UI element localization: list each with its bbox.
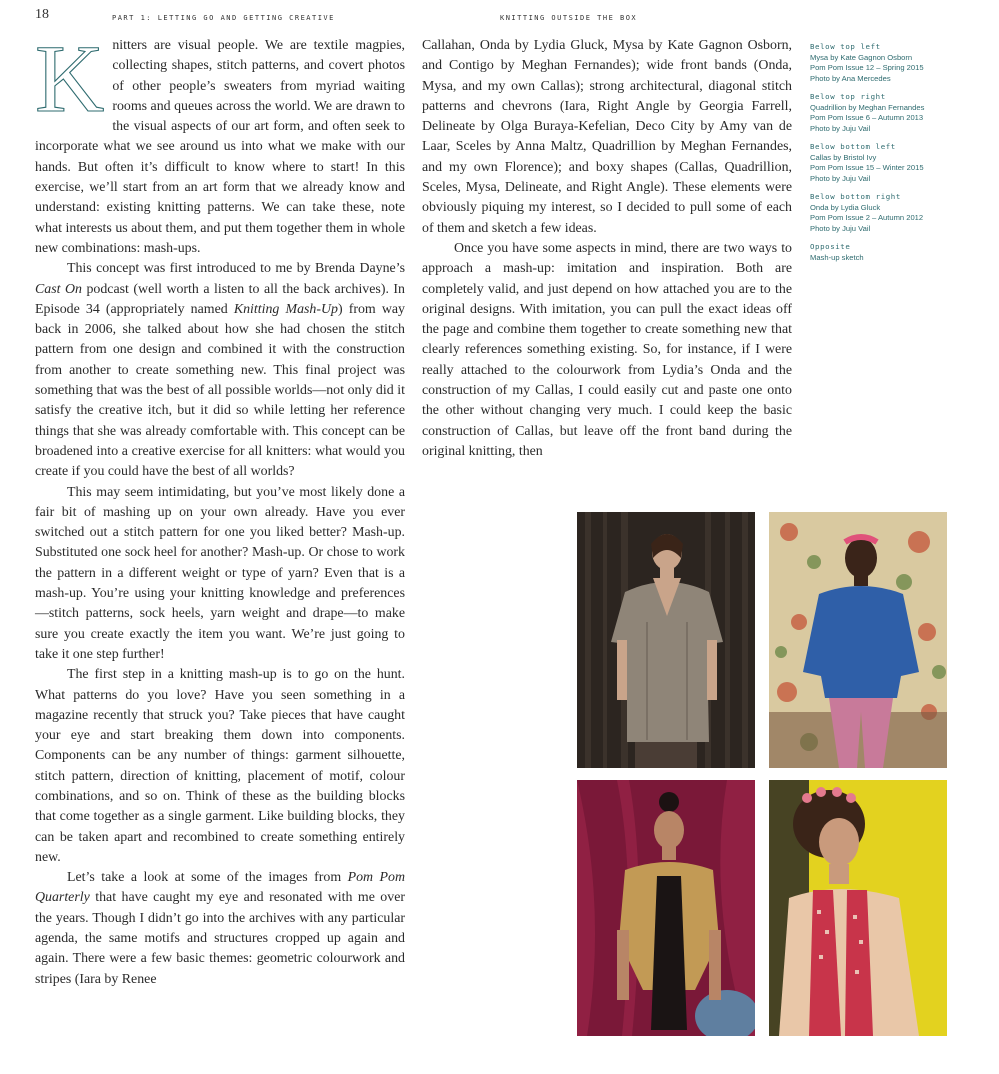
caption-line: Quadrillion by Meghan Fernandes bbox=[810, 102, 925, 112]
caption-line: Photo by Ana Mercedes bbox=[810, 73, 891, 83]
paragraph-6: Callahan, Onda by Lydia Gluck, Mysa by Kate Gagnon Osborn, and Contigo by Meghan Fernandes); wide front bands (Onda, Mysa, and my own Callas); strong architectural, diagonal stitch patterns and chevrons (Iara, Right Angle by Georgia Farrell, Delineate by Olga Buraya-Kefelian, Deco City by Amy van de Laar, Sceles by Anna Maltz, Quadrillion by Meghan Fernandes, and my own Florence); and boxy shapes (Callas, Quadrillion, Sceles, Mysa, Delineate, and Right Angle). These elements were obviously piquing my interest, so I decided to pull some of each of them and sketch a few ideas. bbox=[422, 38, 792, 236]
paragraph-7: Once you have some aspects in mind, there are two ways to approach a mash-up: imitation and inspiration. Both are completely valid, and just depend on how attached you are to the original designs. With imitation, you can pull the exact ideas off the page and combine them together to create something new that clearly references something existing. So, for instance, if I were really attached to the colourwork from Lydia’s Onda and the construction of my Callas, I could easily cut and paste one onto the other without changing very much. I could keep the basic construction of Callas, but leave off the front band during the original knitting, then bbox=[422, 240, 792, 459]
caption-heading: Below bottom left bbox=[810, 142, 896, 151]
paragraph-4: The first step in a knitting mash-up is to go on the hunt. What patterns do you love? Have you seen something in a magazine recently that struck you? Take pieces that have caught your eye and start breaking them down into components. Components can be any number of things: garment silhouette, stitch pattern, direction of knitting, placement of motif, colour combinations, and so on. Think of these as the building blocks that come together as a single garment. Like building blocks, they can be taken apart and recombined to create something entirely new. bbox=[35, 667, 405, 865]
header-section-title: KNITTING OUTSIDE THE BOX bbox=[500, 14, 638, 22]
drop-cap: K bbox=[35, 25, 105, 132]
caption-line: Photo by Juju Vail bbox=[810, 223, 871, 233]
caption-line: Mash-up sketch bbox=[810, 252, 864, 262]
photo-callas-cardigan bbox=[577, 780, 755, 1036]
caption-line: Pom Pom Issue 6 – Autumn 2013 bbox=[810, 113, 924, 122]
caption-bottom-right bbox=[810, 192, 990, 234]
caption-line: Onda by Lydia Gluck bbox=[810, 202, 881, 212]
caption-line: Pom Pom Issue 2 – Autumn 2012 bbox=[810, 213, 924, 222]
caption-line: Mysa by Kate Gagnon Osborn bbox=[810, 52, 913, 62]
photo-quadrillion-sweater bbox=[769, 512, 947, 768]
caption-bottom-left bbox=[810, 142, 990, 184]
text-column-left bbox=[35, 25, 405, 990]
photo-mysa-sweater bbox=[577, 512, 755, 768]
photo-onda-cardigan bbox=[769, 780, 947, 1036]
caption-heading: Below top right bbox=[810, 92, 886, 101]
caption-line: Photo by Juju Vail bbox=[810, 123, 871, 133]
caption-line: Pom Pom Issue 12 – Spring 2015 bbox=[810, 63, 924, 72]
paragraph-1: Knitters are visual people. We are textile magpies, collecting shapes, stitch patterns, and covert photos of other people’s sweaters from myriad waiting rooms and queues across the world. We are drawn to the visual aspects of our art form, and often seek to incorporate what we see around us into what we make with our hands. But often it’s difficult to know where to start! In this exercise, we’ll start from an art form that we already know and understand: existing knitting patterns. We can take these, note what interests us about them, and put them together them in whole new combinations: mash-ups. bbox=[35, 25, 405, 256]
text-column-right bbox=[422, 36, 792, 462]
page-number: 18 bbox=[35, 7, 49, 22]
caption-line: Pom Pom Issue 15 – Winter 2015 bbox=[810, 163, 924, 172]
caption-line: Callas by Bristol Ivy bbox=[810, 152, 877, 162]
paragraph-2: This concept was first introduced to me by Brenda Dayne’s Cast On podcast (well worth a listen to all the back archives). In Episode 34 (appropriately named Knitting Mash-Up) from way back in 2006, she talked about how she had chosen the stitch pattern from one design and combined it with the construction from another to create something new. This final project was something that was the best of all possible worlds—not only did it satisfy the creative itch, but it did so while letting her reference things that she was already comfortable with. This concept can be broadened into a creative exercise for all knitters: what would you create if you could have the best of all worlds? bbox=[35, 261, 405, 480]
caption-heading: Below top left bbox=[810, 42, 881, 51]
caption-heading: Below bottom right bbox=[810, 192, 901, 201]
header-part-title: PART 1: LETTING GO AND GETTING CREATIVE bbox=[112, 14, 335, 22]
running-header bbox=[35, 7, 795, 26]
caption-top-right bbox=[810, 92, 990, 134]
caption-line: Photo by Juju Vail bbox=[810, 173, 871, 183]
photo-captions bbox=[810, 42, 990, 271]
caption-opposite bbox=[810, 242, 990, 263]
caption-heading: Opposite bbox=[810, 242, 851, 251]
paragraph-3: This may seem intimidating, but you’ve most likely done a fair bit of mashing up on your own already. Have you ever switched out a stitch pattern for one you liked better? Mash-up. Substituted one sock heel for another? Mash-up. Or chose to work the pattern in a different weight or type of yarn? Even that is a mash-up. You’re using your knitting knowledge and preferences—stitch patterns, sock heels, yarn weight and drape—to make sure you create exactly the item you want. We’re just going to take it one step further! bbox=[35, 484, 405, 662]
paragraph-5: Let’s take a look at some of the images from Pom Pom Quarterly that have caught my eye and resonated with me over the years. Though I didn’t go into the archives with any particular agenda, the same motifs and structures cropped up again and again. There were a few basic themes: geometric colourwork and stripes (Iara by Renee bbox=[35, 870, 405, 987]
caption-top-left bbox=[810, 42, 990, 84]
